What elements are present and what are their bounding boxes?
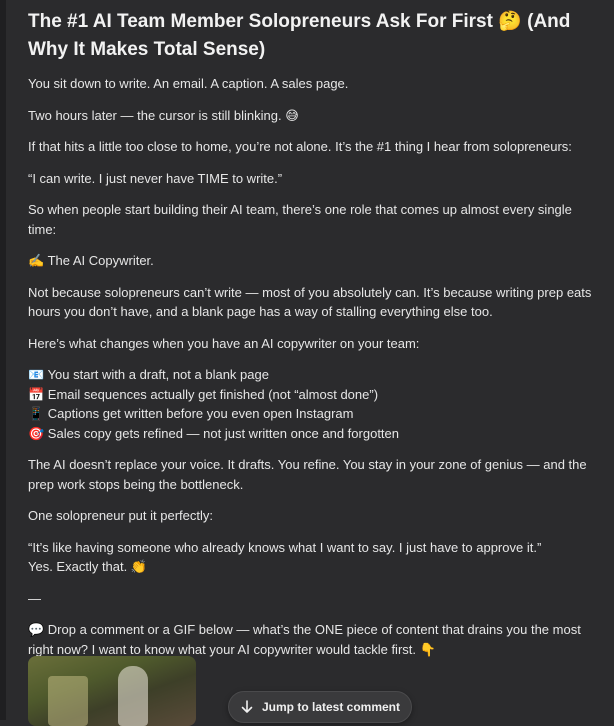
list-item: 📱 Captions get written before you even open Instagram xyxy=(28,406,354,421)
benefit-list xyxy=(28,365,594,443)
list-item: 🎯 Sales copy gets refined — not just written once and forgotten xyxy=(28,425,400,441)
gif-thumbnail[interactable] xyxy=(28,656,196,726)
quote-1: “I can write. I just never have TIME to write.” xyxy=(28,170,283,186)
gif-shape xyxy=(48,676,88,726)
paragraph-1: You sit down to write. An email. A caption. A sales page. xyxy=(28,76,349,91)
list-item: 📅 Email sequences actually get finished (not “almost done”) xyxy=(28,386,379,402)
arrow-down-icon xyxy=(240,700,254,714)
call-to-action: 💬 Drop a comment or a GIF below — what’s the ONE piece of content that drains you the most right now? I want to know what your AI copywriter would tackle first. 👇 xyxy=(28,622,581,657)
paragraph-2: Two hours later — the cursor is still blinking. 😅 xyxy=(28,107,299,123)
paragraph-8: Here’s what changes when you have an AI copywriter on your team: xyxy=(28,335,420,351)
list-item: 📧 You start with a draft, not a blank page xyxy=(28,367,269,382)
paragraph-10: One solopreneur put it perfectly: xyxy=(28,508,213,523)
jump-label: Jump to latest comment xyxy=(261,700,401,714)
paragraph-3: If that hits a little too close to home, you’re not alone. It’s the #1 thing I hear from solopreneurs: xyxy=(28,139,572,154)
jump-to-latest-comment-button[interactable] xyxy=(228,691,412,723)
divider: — xyxy=(28,590,41,606)
post-title: The #1 AI Team Member Solopreneurs Ask For First 🤔 (And Why It Makes Total Sense) xyxy=(28,11,571,60)
paragraph-6: ✍️ The AI Copywriter. xyxy=(28,253,154,268)
paragraph-5: So when people start building their AI team, there’s one role that comes up almost every single time: xyxy=(28,202,572,237)
gif-shape xyxy=(118,666,148,726)
quote-2: “It’s like having someone who already knows what I want to say. I just have to approve it.” xyxy=(28,539,542,555)
paragraph-7: Not because solopreneurs can’t write — most of you absolutely can. It’s because writing prep eats hours you don’t have, and a blank page has a way of stalling everything else too. xyxy=(28,284,592,319)
paragraph-12: Yes. Exactly that. 👏 xyxy=(28,559,148,574)
paragraph-9: The AI doesn’t replace your voice. It drafts. You refine. You stay in your zone of genius — and the prep work stops being the bottleneck. xyxy=(28,457,587,492)
